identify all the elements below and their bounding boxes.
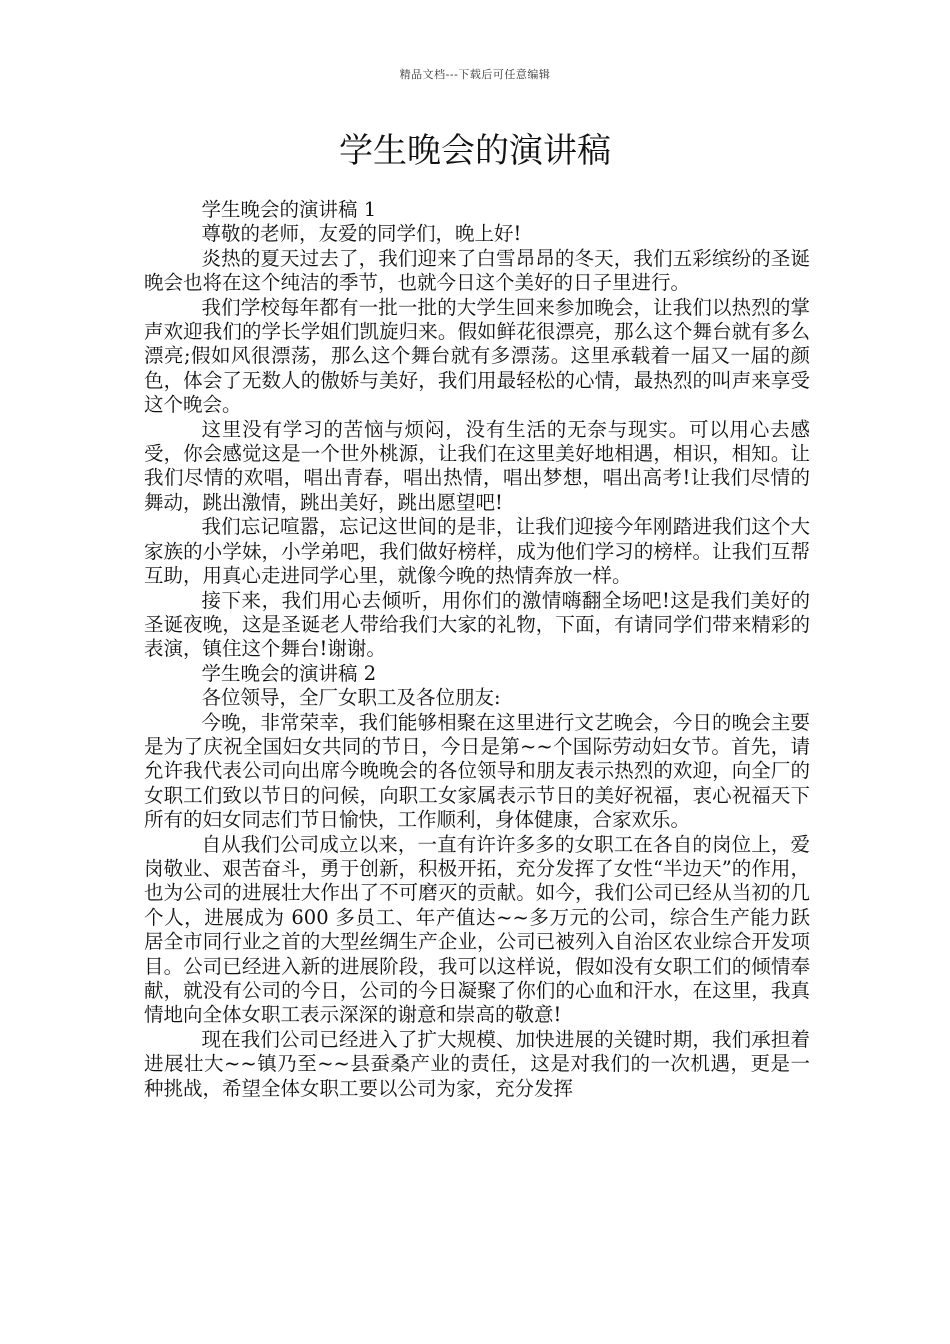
paragraph: 炎热的夏天过去了，我们迎来了白雪昂昂的冬天，我们五彩缤纷的圣诞晚会也将在这个纯洁的季节，也就今日这个美好的日子里进行。 [144, 246, 810, 295]
paragraph: 现在我们公司已经进入了扩大规模、加快进展的关键时期，我们承担着进展壮大~~镇乃至~~县蚕桑产业的责任，这是对我们的一次机遇，更是一种挑战，希望全体女职工要以公司为家，充分发挥 [144, 1027, 810, 1100]
paragraph: 接下来，我们用心去倾听，用你们的激情嗨翻全场吧!这是我们美好的圣诞夜晚，这是圣诞老人带给我们大家的礼物，下面，有请同学们带来精彩的表演，镇住这个舞台!谢谢。 [144, 588, 810, 661]
document-title: 学生晚会的演讲稿 [339, 131, 611, 171]
greeting: 尊敬的老师，友爱的同学们，晚上好! [201, 222, 522, 246]
section-heading-2: 学生晚会的演讲稿 2 [201, 661, 377, 685]
greeting: 各位领导，全厂女职工及各位朋友: [201, 686, 501, 710]
section-heading-1: 学生晚会的演讲稿 1 [201, 198, 377, 221]
paragraph: 今晚，非常荣幸，我们能够相聚在这里进行文艺晚会，今日的晚会主要是为了庆祝全国妇女共同的节日，今日是第~~个国际劳动妇女节。首先，请允许我代表公司向出席今晚晚会的各位领导和朋友表示热烈的欢迎，向全厂的女职工们致以节日的问候，向职工女家属表示节日的美好祝福，衷心祝福天下所有的妇女同志们节日愉快，工作顺利，身体健康，合家欢乐。 [144, 710, 810, 832]
paragraph: 我们学校每年都有一批一批的大学生回来参加晚会，让我们以热烈的掌声欢迎我们的学长学姐们凯旋归来。假如鲜花很漂亮，那么这个舞台就有多么漂亮;假如风很漂荡，那么这个舞台就有多漂荡。这里承载着一届又一届的颜色，体会了无数人的傲娇与美好，我们用最轻松的心情，最热烈的叫声来享受这个晚会。 [144, 295, 810, 417]
document-body [144, 198, 810, 1101]
page-header-note: 精品文档---下载后可任意编辑 [399, 68, 551, 81]
paragraph: 自从我们公司成立以来，一直有许许多多的女职工在各自的岗位上，爱岗敬业、艰苦奋斗，勇于创新，积极开拓，充分发挥了女性“半边天”的作用，也为公司的进展壮大作出了不可磨灭的贡献。如今，我们公司已经从当初的几个人，进展成为 600 多员工、年产值达~~多万元的公司，综合生产能力跃居全市同行业之首的大型丝绸生产企业，公司已被列入自治区农业综合开发项目。公司已经进入新的进展阶段，我可以这样说，假如没有女职工们的倾情奉献，就没有公司的今日，公司的今日凝聚了你们的心血和汗水，在这里，我真情地向全体女职工表示深深的谢意和崇高的敬意! [144, 832, 810, 1027]
paragraph: 这里没有学习的苦恼与烦闷，没有生活的无奈与现实。可以用心去感受，你会感觉这是一个世外桃源，让我们在这里美好地相遇，相识，相知。让我们尽情的欢唱，唱出青春，唱出热情，唱出梦想，唱出高考!让我们尽情的舞动，跳出激情，跳出美好，跳出愿望吧! [144, 417, 810, 514]
paragraph: 我们忘记喧嚣，忘记这世间的是非，让我们迎接今年刚踏进我们这个大家族的小学妹，小学弟吧，我们做好榜样，成为他们学习的榜样。让我们互帮互助，用真心走进同学心里，就像今晚的热情奔放一样。 [144, 515, 810, 588]
